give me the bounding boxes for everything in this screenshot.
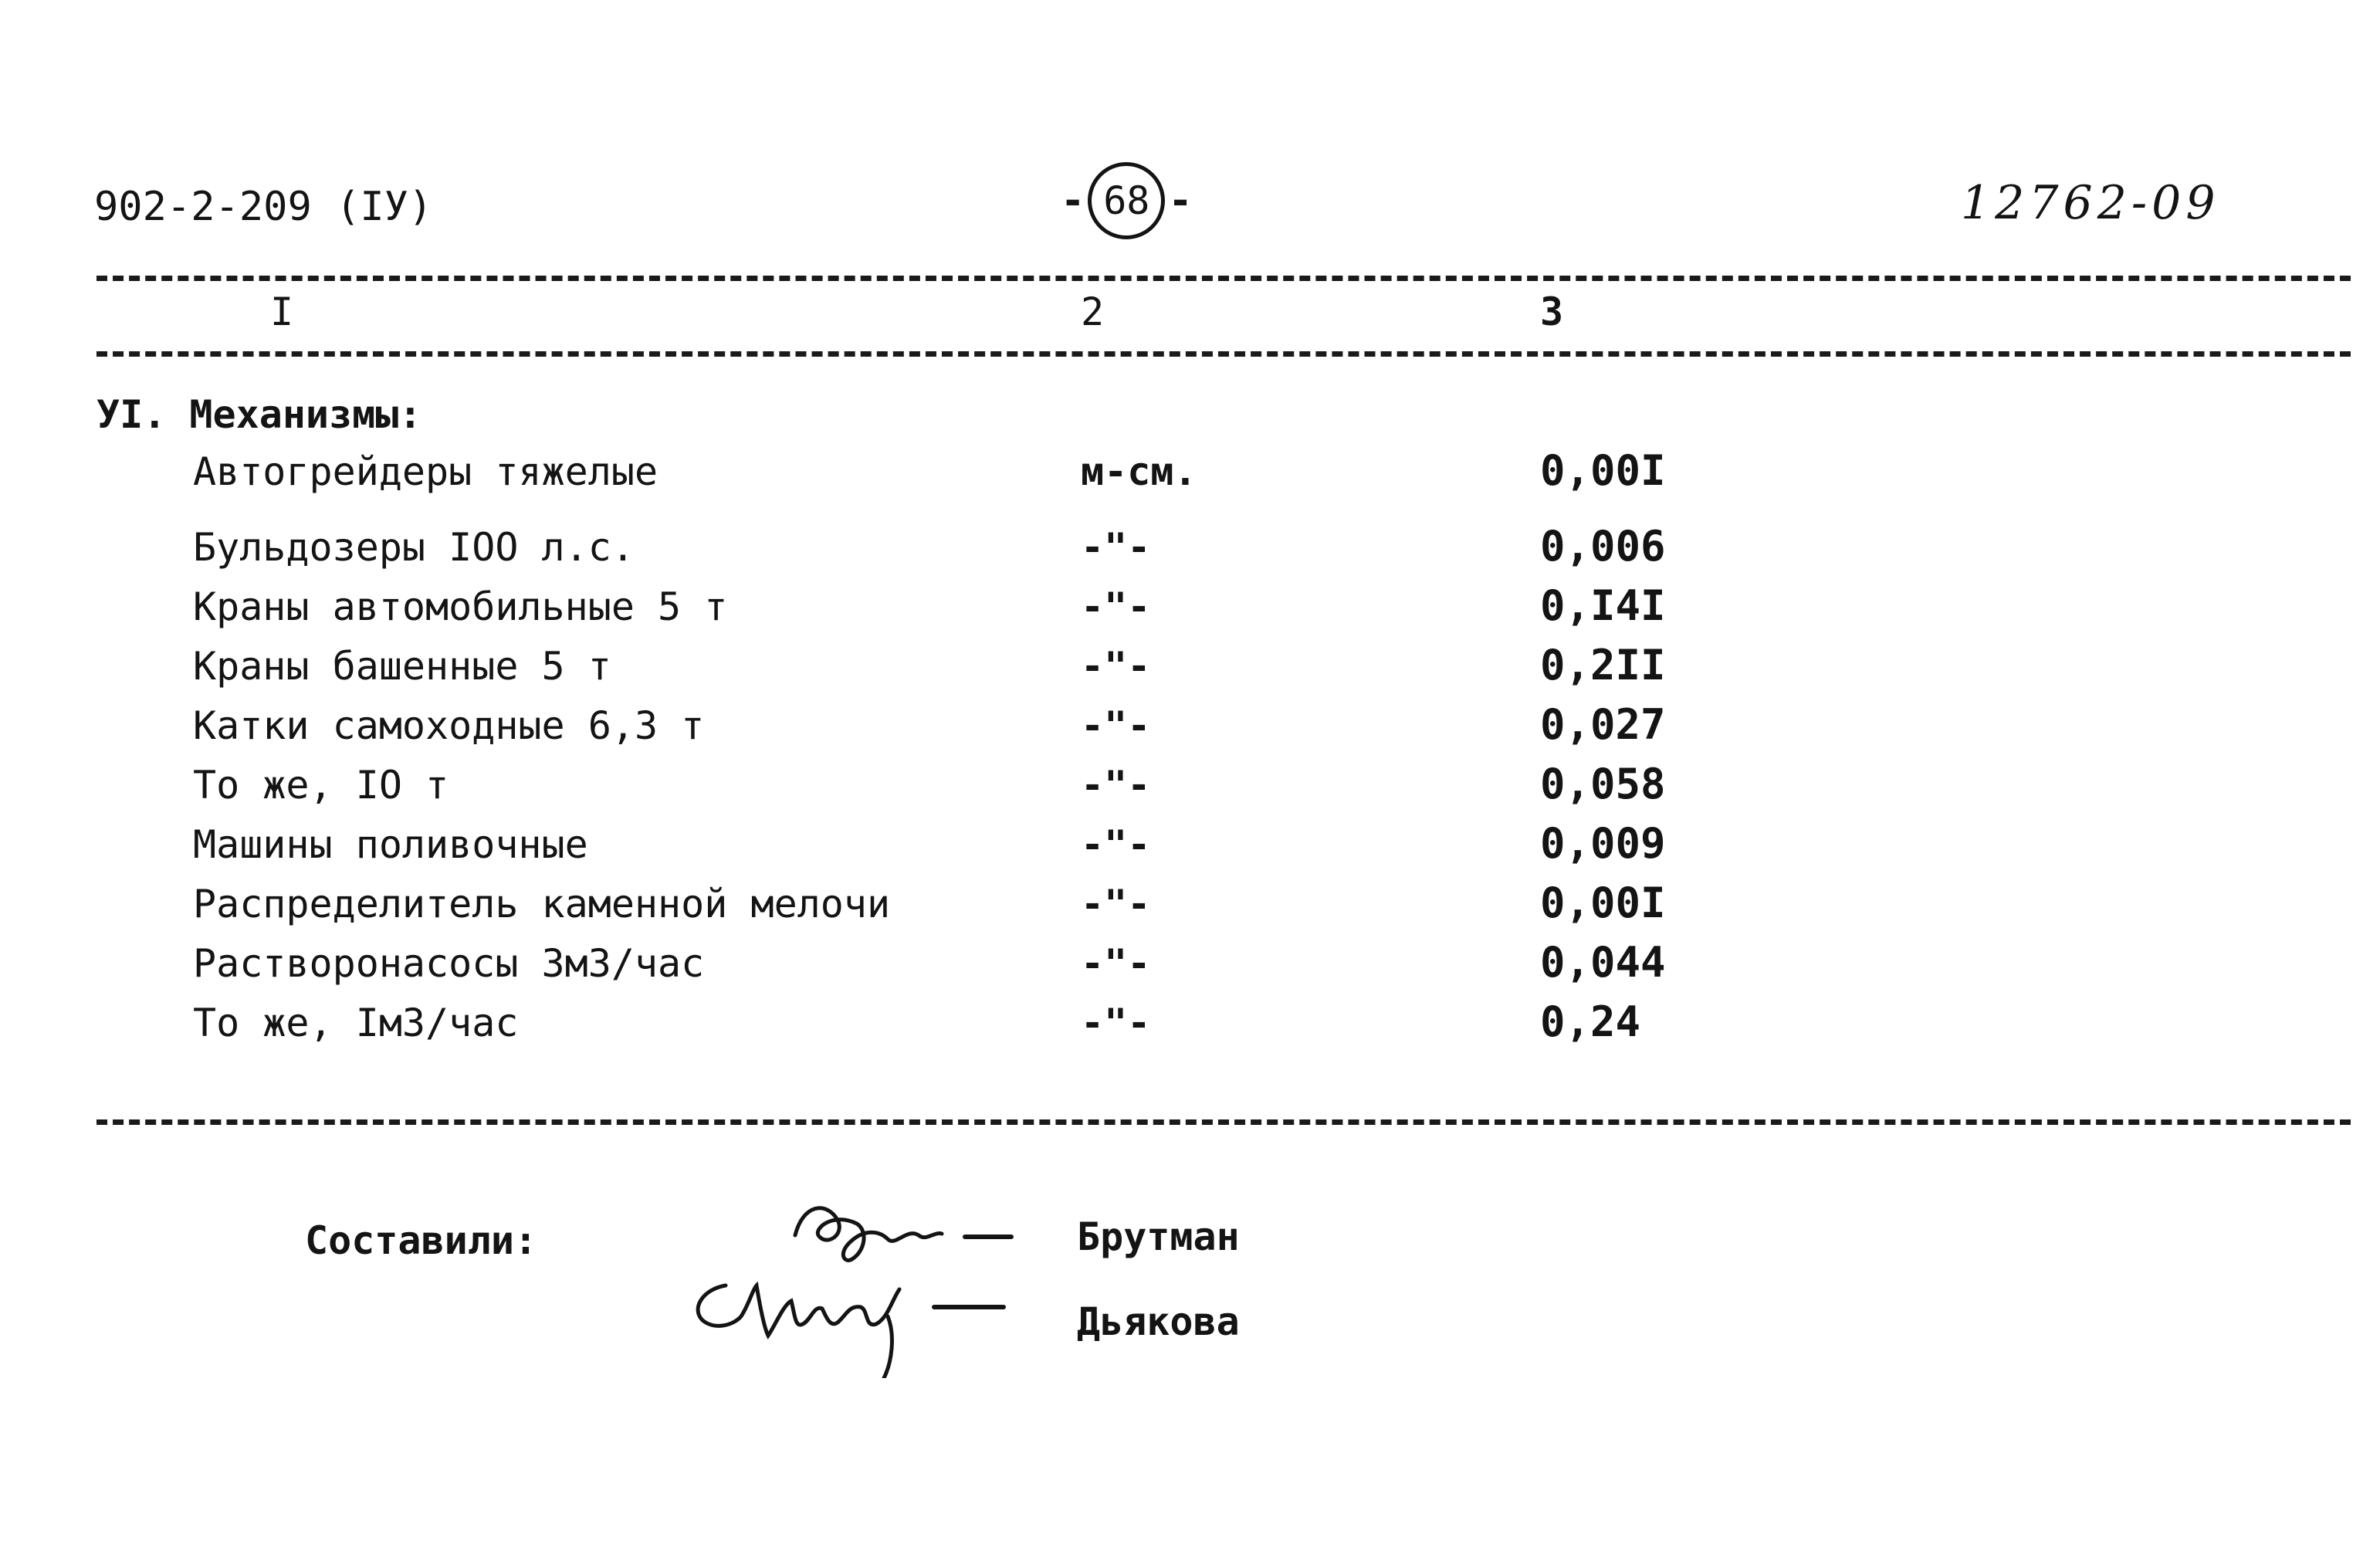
row-value: 0,2II (1540, 641, 1666, 689)
document-code: 902-2-209 (IУ) (94, 184, 433, 230)
signatory-name: Дьякова (1077, 1299, 1240, 1344)
row-name: Машины поливочные (193, 822, 588, 867)
row-name: Автогрейдеры тяжелые (193, 449, 658, 494)
signature-dyakova (679, 1262, 1034, 1378)
row-unit: -"- (1081, 1001, 1151, 1045)
row-unit: -"- (1081, 822, 1151, 867)
header-bottom-rule (96, 351, 2351, 357)
section-title: УI. Механизмы: (96, 392, 422, 437)
inventory-number: 12762-09 (1961, 176, 2220, 230)
row-value: 0,006 (1540, 522, 1666, 571)
row-value: 0,058 (1540, 760, 1666, 808)
row-value: 0,00I (1540, 879, 1666, 927)
row-name: Краны башенные 5 т (193, 644, 611, 689)
row-unit: -"- (1081, 584, 1151, 629)
row-value: 0,I4I (1540, 581, 1666, 630)
column-header-2: 2 (1081, 290, 1105, 334)
row-unit: -"- (1081, 525, 1151, 570)
row-value: 0,00I (1540, 446, 1666, 495)
row-value: 0,009 (1540, 819, 1666, 868)
row-value: 0,044 (1540, 938, 1666, 987)
row-unit: -"- (1081, 882, 1151, 926)
row-unit: м-см. (1081, 449, 1197, 494)
row-name: Бульдозеры IOO л.с. (193, 525, 635, 570)
row-name: Распределитель каменной мелочи (193, 882, 891, 926)
row-value: 0,027 (1540, 700, 1666, 749)
signature-brutman (772, 1189, 1034, 1274)
column-header-1: I (270, 290, 294, 334)
row-unit: -"- (1081, 644, 1151, 689)
row-value: 0,24 (1540, 997, 1641, 1046)
row-name: То же, Iм3/час (193, 1001, 519, 1045)
column-header-3: 3 (1540, 290, 1564, 334)
row-unit: -"- (1081, 941, 1151, 986)
page-number: - 68 - (1058, 162, 1196, 239)
row-name: Растворонасосы 3м3/час (193, 941, 705, 986)
row-name: Катки самоходные 6,3 т (193, 703, 705, 748)
signatory-name: Брутман (1077, 1214, 1240, 1259)
row-name: Краны автомобильные 5 т (193, 584, 728, 629)
table-bottom-rule (96, 1119, 2351, 1125)
row-name: То же, IO т (193, 763, 449, 808)
row-unit: -"- (1081, 763, 1151, 808)
table-top-rule (96, 276, 2351, 281)
compiled-by-label: Составили: (305, 1218, 538, 1263)
page-number-circle: 68 (1088, 162, 1165, 239)
row-unit: -"- (1081, 703, 1151, 748)
